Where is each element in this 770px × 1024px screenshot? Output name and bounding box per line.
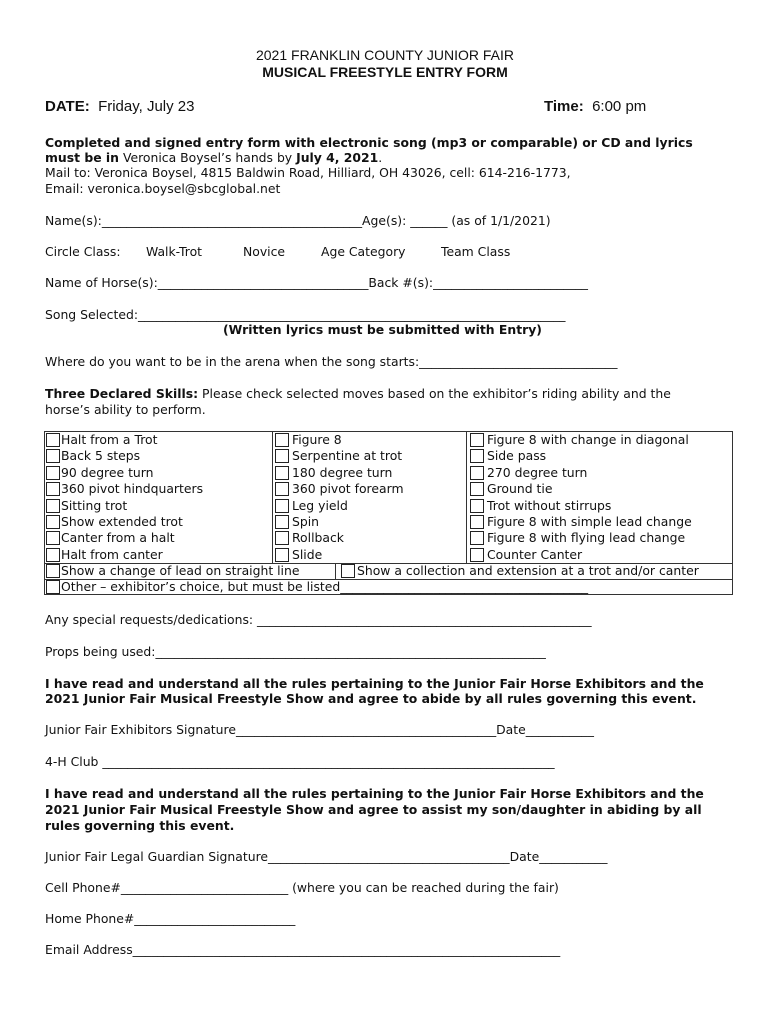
skill-label: Slide [292,547,323,562]
column-divider [272,432,273,563]
skill-checkbox[interactable] [46,548,60,562]
skill-label: Side pass [487,448,547,463]
skill-label: Counter Canter [487,547,583,562]
agreement-exhibitor-line1: I have read and understand all the rules pertaining to the Junior Fair Horse Exhibitors and the [45,676,704,691]
skill-label: Canter from a halt [61,530,175,545]
guardian-signature-field[interactable]: Junior Fair Legal Guardian Signature_______________________________________Date___________ [45,849,608,864]
skill-label: Figure 8 with change in diagonal [487,432,689,447]
skill-label: Halt from a Trot [61,432,158,447]
skill-checkbox[interactable] [275,499,289,513]
skill-label: 270 degree turn [487,465,588,480]
skill-checkbox[interactable] [470,433,484,447]
skill-label: 360 pivot hindquarters [61,481,204,496]
class-option-age-category[interactable]: Age Category [321,244,406,259]
skill-label: Spin [292,514,320,529]
skill-checkbox[interactable] [46,466,60,480]
class-option-walk-trot[interactable]: Walk-Trot [146,244,203,259]
skill-checkbox[interactable] [470,449,484,463]
skill-checkbox[interactable] [275,449,289,463]
form-title-line1: 2021 FRANKLIN COUNTY JUNIOR FAIR [255,47,515,63]
skill-label: Leg yield [292,498,348,513]
skill-checkbox[interactable] [46,580,60,594]
time-row [544,99,646,114]
skill-label: Figure 8 [292,432,342,447]
form-title-line2: MUSICAL FREESTYLE ENTRY FORM [262,64,508,80]
skill-checkbox[interactable] [275,548,289,562]
skill-checkbox[interactable] [46,433,60,447]
agreement-exhibitor-line2: 2021 Junior Fair Musical Freestyle Show and agree to abide by all rules governing this event. [45,691,697,706]
skill-label: Rollback [292,530,344,545]
song-field[interactable]: Song Selected:_____________________________________________________________________ [45,307,566,322]
skill-label: Trot without stirrups [487,498,612,513]
skill-label: Show extended trot [61,514,183,529]
skill-checkbox[interactable] [275,515,289,529]
skill-checkbox[interactable] [470,515,484,529]
props-field[interactable]: Props being used:_______________________________________________________________ [45,644,546,659]
class-option-team-class[interactable]: Team Class [441,244,511,259]
mail-address: Mail to: Veronica Boysel, 4815 Baldwin Road, Hilliard, OH 43026, cell: 614-216-1773, [45,165,571,180]
skill-checkbox[interactable] [470,548,484,562]
date-value: Friday, July 23 [98,98,195,115]
skill-checkbox[interactable] [46,499,60,513]
skill-checkbox[interactable] [46,482,60,496]
circle-class-label: Circle Class: [45,244,121,259]
skill-checkbox[interactable] [275,466,289,480]
skill-label: Show a change of lead on straight line [61,563,300,578]
skill-label: 180 degree turn [292,465,393,480]
skill-checkbox[interactable] [275,433,289,447]
skill-checkbox[interactable] [275,482,289,496]
skill-checkbox[interactable] [470,531,484,545]
intro-recipient: Veronica Boysel’s hands by [119,150,297,165]
intro-must-be-in: must be in [45,150,119,165]
skill-checkbox[interactable] [46,564,60,578]
skill-label: 90 degree turn [61,465,154,480]
skill-checkbox[interactable] [470,466,484,480]
skills-label: Three Declared Skills: [45,386,199,401]
skill-checkbox[interactable] [341,564,355,578]
intro-line1: Completed and signed entry form with electronic song (mp3 or comparable) or CD and lyrics [45,135,693,150]
contact-email: Email: veronica.boysel@sbcglobal.net [45,181,281,196]
skill-checkbox[interactable] [46,449,60,463]
home-phone-field[interactable]: Home Phone#__________________________ [45,911,296,926]
column-divider [335,563,336,580]
horse-back-field[interactable]: Name of Horse(s):__________________________________Back #(s):_________________________ [45,275,588,290]
agreement-guardian-line3: rules governing this event. [45,818,235,833]
club-field[interactable]: 4-H Club _________________________________________________________________________ [45,754,555,769]
time-label: Time: [544,98,584,115]
skill-label: Figure 8 with simple lead change [487,514,692,529]
cell-phone-field[interactable]: Cell Phone#___________________________ (where you can be reached during the fair) [45,880,559,895]
skill-checkbox[interactable] [46,515,60,529]
skill-other-field[interactable]: Other – exhibitor’s choice, but must be listed________________________________________ [61,579,589,594]
email-address-field[interactable]: Email Address_____________________________________________________________________ [45,942,561,957]
intro-deadline: July 4, 2021 [296,150,379,165]
exhibitor-signature-field[interactable]: Junior Fair Exhibitors Signature__________________________________________Date___________ [45,722,594,737]
skills-intro-line2: horse’s ability to perform. [45,402,206,417]
column-divider [466,432,467,563]
intro-line2 [45,150,382,165]
lyrics-note: (Written lyrics must be submitted with Entry) [223,322,542,337]
skill-checkbox[interactable] [470,499,484,513]
skill-checkbox[interactable] [275,531,289,545]
time-value: 6:00 pm [592,98,647,115]
skill-label: Halt from canter [61,547,163,562]
date-row [45,99,195,114]
intro-period: . [378,150,383,165]
agreement-guardian-line1: I have read and understand all the rules pertaining to the Junior Fair Horse Exhibitors and the [45,786,704,801]
skill-checkbox[interactable] [470,482,484,496]
skill-label: Figure 8 with flying lead change [487,530,686,545]
skills-desc: Please check selected moves based on the exhibitor’s riding ability and the [198,386,671,401]
date-label: DATE: [45,98,90,115]
skill-label: Sitting trot [61,498,128,513]
names-ages-field[interactable]: Name(s):__________________________________________Age(s): ______ (as of 1/1/2021) [45,213,551,228]
skill-label: Back 5 steps [61,448,141,463]
skill-label: Serpentine at trot [292,448,403,463]
skill-label: Ground tie [487,481,553,496]
skill-checkbox[interactable] [46,531,60,545]
special-requests-field[interactable]: Any special requests/dedications: ______________________________________________________ [45,612,592,627]
skill-label: 360 pivot forearm [292,481,404,496]
class-option-novice[interactable]: Novice [243,244,286,259]
skills-intro-line1 [45,386,671,401]
arena-position-field[interactable]: Where do you want to be in the arena when the song starts:________________________________ [45,354,618,369]
skill-label: Show a collection and extension at a trot and/or canter [357,563,699,578]
agreement-guardian-line2: 2021 Junior Fair Musical Freestyle Show and agree to assist my son/daughter in abiding by all [45,802,702,817]
